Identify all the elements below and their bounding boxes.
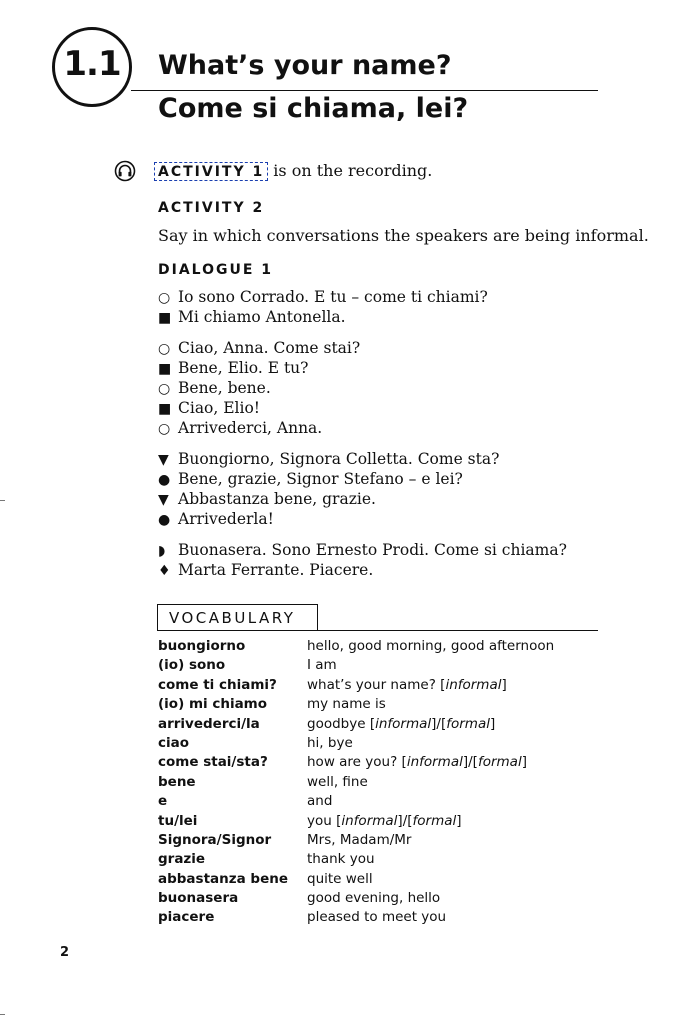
vocabulary-definition: what’s your name? [informal] [307, 676, 507, 693]
vocabulary-definition: well, fine [307, 773, 368, 790]
vocabulary-row [158, 657, 588, 676]
vocabulary-row [158, 696, 588, 715]
vocabulary-row [158, 716, 588, 735]
vocabulary-row [158, 735, 588, 754]
vocabulary-term: ciao [158, 734, 190, 751]
speaker-triangle-down-icon: ▼ [158, 492, 169, 508]
dialogue-line: ▼ Buongiorno, Signora Colletta. Come sta? [158, 450, 500, 468]
vocabulary-definition: pleased to meet you [307, 909, 447, 926]
dialogue-line: ♦ Marta Ferrante. Piacere. [158, 561, 374, 579]
vocabulary-definition: hello, good morning, good afternoon [307, 638, 555, 654]
vocabulary-definition: Mrs, Madam/Mr [307, 831, 412, 848]
speaker-square-icon: ■ [158, 401, 172, 417]
vocabulary-row [158, 774, 588, 793]
speaker-half-circle-icon: ◗ [158, 543, 166, 559]
dialogue-line: ■ Bene, Elio. E tu? [158, 359, 309, 377]
vocabulary-definition: hi, bye [307, 734, 353, 751]
vocabulary-term: bene [158, 773, 196, 790]
vocabulary-definition: and [307, 793, 333, 810]
vocabulary-heading: VOCABULARY [157, 604, 318, 631]
vocabulary-definition: thank you [307, 851, 375, 868]
vocabulary-definition: I am [307, 657, 337, 674]
activity1-text: is on the recording. [268, 161, 433, 180]
vocabulary-row [158, 890, 588, 909]
unit-number: 1.1 [63, 44, 121, 84]
dialogue-line: ● Bene, grazie, Signor Stefano – e lei? [158, 470, 463, 488]
page-title-english: What’s your name? [158, 50, 452, 81]
speaker-circle-outline-icon: ○ [158, 290, 171, 306]
vocabulary-term: (io) sono [158, 657, 226, 674]
unit-badge [52, 27, 132, 107]
vocabulary-definition: you [informal]/[formal] [307, 812, 462, 829]
dialogue-line: ▼ Abbastanza bene, grazie. [158, 490, 376, 508]
speaker-circle-outline-icon: ○ [158, 381, 171, 397]
vocabulary-term: arrivederci/la [158, 715, 260, 732]
dialogue-line: ● Arrivederla! [158, 510, 274, 528]
vocabulary-row [158, 754, 588, 773]
page-number: 2 [60, 945, 70, 960]
dialogue-line: ■ Ciao, Elio! [158, 399, 261, 417]
vocabulary-term: (io) mi chiamo [158, 696, 268, 713]
vocabulary-term: tu/lei [158, 812, 198, 829]
speaker-diamond-icon: ♦ [158, 563, 171, 579]
dialogue-line: ○ Io sono Corrado. E tu – come ti chiami? [158, 288, 488, 306]
vocabulary-row [158, 871, 588, 890]
speaker-circle-outline-icon: ○ [158, 421, 171, 437]
speaker-triangle-down-icon: ▼ [158, 452, 169, 468]
dialogue-line: ○ Bene, bene. [158, 379, 271, 397]
speaker-square-icon: ■ [158, 361, 172, 377]
vocabulary-term: abbastanza bene [158, 870, 289, 887]
speaker-square-icon: ■ [158, 310, 172, 326]
activity1-link[interactable]: ACTIVITY 1 [154, 162, 268, 181]
vocabulary-row [158, 909, 588, 928]
vocabulary-term: come ti chiami? [158, 676, 277, 693]
vocabulary-definition: quite well [307, 870, 373, 887]
dialogue-line: ○ Arrivederci, Anna. [158, 419, 323, 437]
dialogue-heading: DIALOGUE 1 [158, 262, 274, 278]
activity2-instruction: Say in which conversations the speakers are being informal. [158, 226, 649, 245]
vocabulary-definition: goodbye [informal]/[formal] [307, 715, 496, 732]
activity2-heading: ACTIVITY 2 [158, 200, 265, 216]
vocabulary-term: come stai/sta? [158, 754, 268, 771]
dialogue-line: ■ Mi chiamo Antonella. [158, 308, 346, 326]
vocabulary-row [158, 793, 588, 812]
vocabulary-definition: good evening, hello [307, 890, 441, 907]
vocabulary-term: Signora/Signor [158, 831, 272, 848]
vocabulary-definition: my name is [307, 696, 386, 713]
speaker-filled-circle-icon: ● [158, 472, 171, 488]
vocabulary-row [158, 638, 588, 657]
speaker-circle-outline-icon: ○ [158, 341, 171, 357]
title-divider [131, 90, 598, 91]
vocabulary-divider [157, 630, 598, 631]
margin-mark [0, 500, 5, 501]
vocabulary-term: grazie [158, 851, 206, 868]
headphones-icon [114, 160, 136, 182]
dialogue-line: ○ Ciao, Anna. Come stai? [158, 339, 361, 357]
dialogue-line: ◗ Buonasera. Sono Ernesto Prodi. Come si chiama? [158, 541, 567, 559]
vocabulary-list [158, 638, 588, 929]
vocabulary-row [158, 851, 588, 870]
vocabulary-term: buongiorno [158, 638, 246, 654]
vocabulary-row [158, 832, 588, 851]
speaker-filled-circle-icon: ● [158, 512, 171, 528]
margin-mark [0, 1014, 5, 1015]
page-title-italian: Come si chiama, lei? [158, 93, 469, 124]
vocabulary-term: e [158, 793, 168, 810]
vocabulary-term: piacere [158, 909, 215, 926]
vocabulary-term: buonasera [158, 890, 239, 907]
vocabulary-row [158, 677, 588, 696]
vocabulary-row [158, 813, 588, 832]
vocabulary-definition: how are you? [informal]/[formal] [307, 754, 527, 771]
activity1-line [154, 161, 432, 180]
